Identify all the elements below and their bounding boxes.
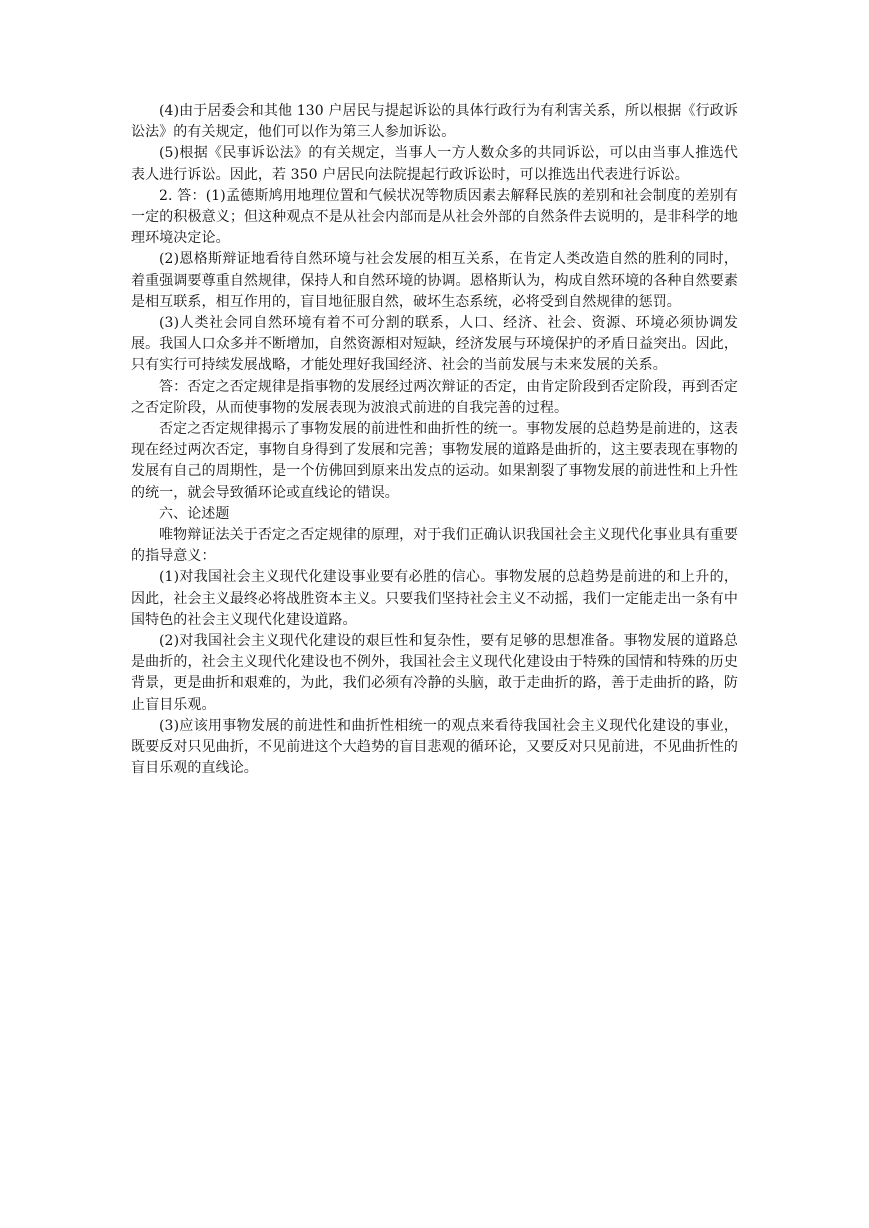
paragraph-essay-point-3: (3)应该用事物发展的前进性和曲折性相统一的观点来看待我国社会主义现代化建设的事业，既要反对只见曲折，不见前进这个大趋势的盲目悲观的循环论，又要反对只见前进，不见曲折性的盲目乐观的直线论。 [131, 717, 738, 777]
section-heading-essay: 六、论述题 [159, 505, 230, 522]
paragraph-question-2-part-3: (3)人类社会同自然环境有着不可分割的联系，人口、经济、社会、资源、环境必须协调发展。我国人口众多并不断增加，自然资源相对短缺，经济发展与环境保护的矛盾日益突出。因此，只有实行可持续发展战略，才能处理好我国经济、社会的当前发展与未来发展的关系。 [131, 315, 738, 374]
paragraph-essay-point-2: (2)对我国社会主义现代化建设的艰巨性和复杂性，要有足够的思想准备。事物发展的道路总是曲折的，社会主义现代化建设也不例外，我国社会主义现代化建设由于特殊的国情和特殊的历史背景，更是曲折和艰难的，为此，我们必须有冷静的头脑，敢于走曲折的路，善于走曲折的路，防止盲目乐观。 [131, 633, 738, 713]
paragraph-question-2-part-2: (2)恩格斯辩证地看待自然环境与社会发展的相互关系，在肯定人类改造自然的胜利的同时，着重强调要尊重自然规律，保持人和自然环境的协调。恩格斯认为，构成自然环境的各种自然要素是相互联系，相互作用的，盲目地征服自然，破坏生态系统，必将受到自然规律的惩罚。 [131, 251, 738, 310]
paragraph-negation-significance: 否定之否定规律揭示了事物发展的前进性和曲折性的统一。事物发展的总趋势是前进的，这表现在经过两次否定，事物自身得到了发展和完善；事物发展的道路是曲折的，这主要表现在事物的发展有自己的周期性，是一个仿佛回到原来出发点的运动。如果割裂了事物发展的前进性和上升性的统一，就会导致循环论或直线论的错误。 [131, 421, 738, 501]
paragraph-essay-point-1: (1)对我国社会主义现代化建设事业要有必胜的信心。事物发展的总趋势是前进的和上升的，因此，社会主义最终必将战胜资本主义。只要我们坚持社会主义不动摇，我们一定能走出一条有中国特色的社会主义现代化建设道路。 [131, 569, 738, 628]
paragraph-essay-intro: 唯物辩证法关于否定之否定规律的原理，对于我们正确认识我国社会主义现代化事业具有重要的指导意义： [131, 527, 738, 565]
paragraph-negation-definition: 答：否定之否定规律是指事物的发展经过两次辩证的否定，由肯定阶段到否定阶段，再到否定之否定阶段，从而使事物的发展表现为波浪式前进的自我完善的过程。 [131, 378, 738, 416]
paragraph-question-2-part-1: 2. 答：(1)孟德斯鸠用地理位置和气候状况等物质因素去解释民族的差别和社会制度的差别有一定的积极意义；但这种观点不是从社会内部而是从社会外部的自然条件去说明的，是非科学的地理环境决定论。 [131, 187, 738, 247]
paragraph-answer-4: (4)由于居委会和其他 130 户居民与提起诉讼的具体行政行为有利害关系，所以根据《行政诉讼法》的有关规定，他们可以作为第三人参加诉讼。 [131, 103, 738, 141]
paragraph-answer-5: (5)根据《民事诉讼法》的有关规定，当事人一方人数众多的共同诉讼，可以由当事人推选代表人进行诉讼。因此，若 350 户居民向法院提起行政诉讼时，可以推选出代表进行诉讼。 [131, 145, 738, 183]
document-body [131, 101, 738, 780]
